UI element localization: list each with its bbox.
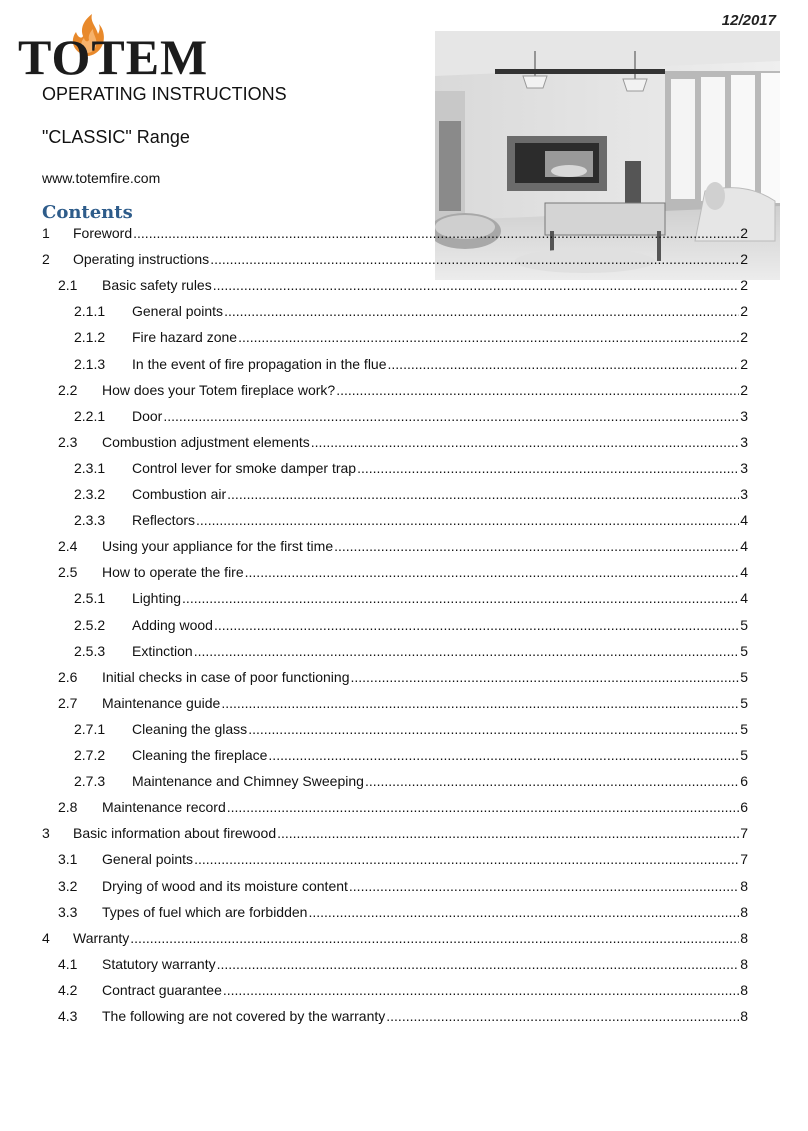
toc-entry-title: In the event of fire propagation in the flue [132, 355, 387, 372]
toc-entry-page: 3 [740, 407, 748, 424]
toc-dot-leader [130, 928, 739, 948]
toc-entry-title: Initial checks in case of poor functioning [102, 668, 350, 685]
toc-entry[interactable] [42, 615, 748, 635]
toc-dot-leader [194, 641, 740, 661]
toc-entry-title: Door [132, 407, 163, 424]
toc-entry[interactable] [42, 667, 748, 687]
toc-entry-page: 7 [740, 851, 748, 868]
totem-logo [18, 12, 209, 85]
toc-entry[interactable] [42, 275, 748, 295]
toc-dot-leader [277, 823, 739, 843]
toc-entry-title: Fire hazard zone [132, 329, 238, 346]
toc-entry-page: 5 [740, 642, 748, 659]
toc-entry-page: 5 [740, 720, 748, 737]
toc-entry-page: 4 [740, 590, 748, 607]
toc-entry[interactable] [42, 380, 748, 400]
toc-dot-leader [311, 432, 739, 452]
toc-entry-title: Control lever for smoke damper trap [132, 459, 357, 476]
toc-entry-page: 4 [740, 512, 748, 529]
toc-entry-page: 2 [740, 277, 748, 294]
toc-entry[interactable] [42, 745, 748, 765]
toc-entry[interactable] [42, 588, 748, 608]
toc-dot-leader [334, 536, 739, 556]
toc-entry[interactable] [42, 536, 748, 556]
toc-entry-page: 2 [740, 381, 748, 398]
toc-entry-page: 5 [740, 668, 748, 685]
toc-dot-leader [227, 484, 739, 504]
toc-entry-title: Maintenance record [102, 799, 226, 816]
toc-dot-leader [365, 771, 739, 791]
toc-entry-title: Reflectors [132, 512, 196, 529]
toc-entry-page: 7 [740, 825, 748, 842]
toc-entry[interactable] [42, 354, 748, 374]
toc-entry-page: 5 [740, 616, 748, 633]
toc-entry-number: 3.3 [58, 903, 78, 920]
toc-entry[interactable] [42, 823, 748, 843]
toc-dot-leader [224, 301, 739, 321]
toc-dot-leader [227, 797, 739, 817]
toc-entry-title: Statutory warranty [102, 955, 216, 972]
toc-entry-number: 3.1 [58, 851, 78, 868]
toc-dot-leader [388, 354, 740, 374]
toc-entry-number: 2.1.2 [74, 329, 106, 346]
toc-entry[interactable] [42, 849, 748, 869]
toc-entry-title: How does your Totem fireplace work? [102, 381, 336, 398]
toc-entry-title: The following are not covered by the warranty [102, 1008, 386, 1024]
toc-entry-page: 4 [740, 564, 748, 581]
toc-entry-page: 8 [740, 903, 748, 920]
toc-entry-title: Adding wood [132, 616, 213, 633]
toc-entry-page: 5 [740, 747, 748, 763]
toc-dot-leader [214, 615, 739, 635]
toc-entry[interactable] [42, 771, 748, 791]
toc-entry[interactable] [42, 719, 748, 739]
toc-entry[interactable] [42, 980, 748, 1000]
toc-entry[interactable] [42, 954, 748, 974]
toc-entry-page: 2 [740, 355, 748, 372]
document-date: 12/2017 [721, 12, 776, 29]
toc-entry[interactable] [42, 797, 748, 817]
toc-entry[interactable] [42, 693, 748, 713]
toc-entry-title: Warranty [73, 929, 130, 946]
toc-entry-number: 2.7.2 [74, 747, 106, 763]
contents-heading: Contents [42, 202, 133, 223]
toc-entry[interactable] [42, 876, 748, 896]
logo-wordmark: TOTEM [18, 29, 209, 85]
toc-entry-number: 2.2 [58, 381, 78, 398]
toc-entry-number: 2.7 [58, 694, 78, 711]
toc-entry-title: Cleaning the fireplace [132, 747, 268, 763]
toc-dot-leader [221, 693, 739, 713]
toc-entry-number: 2.3 [58, 433, 78, 450]
toc-entry-number: 2 [42, 251, 50, 268]
toc-entry-number: 2.2.1 [74, 407, 106, 424]
toc-entry-number: 2.5 [58, 564, 78, 581]
toc-entry[interactable] [42, 902, 748, 922]
toc-entry-title: Cleaning the glass [132, 720, 248, 737]
toc-dot-leader [386, 1006, 739, 1026]
toc-entry-number: 3 [42, 825, 50, 842]
toc-dot-leader [223, 980, 739, 1000]
toc-entry-title: Types of fuel which are forbidden [102, 903, 308, 920]
toc-entry-page: 8 [740, 877, 748, 894]
toc-entry-number: 4.2 [58, 981, 78, 998]
toc-dot-leader [194, 849, 739, 869]
toc-dot-leader [350, 667, 739, 687]
toc-dot-leader [308, 902, 739, 922]
toc-dot-leader [213, 275, 739, 295]
toc-entry-title: Operating instructions [73, 251, 210, 268]
toc-entry[interactable] [42, 327, 748, 347]
toc-entry-number: 2.3.2 [74, 486, 106, 502]
toc-dot-leader [349, 876, 739, 896]
toc-entry[interactable] [42, 406, 748, 426]
toc-entry-title: Maintenance and Chimney Sweeping [132, 773, 364, 790]
toc-entry-title: Combustion adjustment elements [102, 433, 310, 450]
toc-entry[interactable] [42, 301, 748, 321]
toc-entry-page: 2 [740, 303, 748, 320]
toc-entry-title: Combustion air [132, 486, 227, 502]
toc-entry-page: 3 [740, 486, 748, 502]
toc-entry-title: How to operate the fire [102, 564, 244, 581]
toc-entry-number: 2.7.1 [74, 720, 106, 737]
toc-entry-page: 8 [740, 981, 748, 998]
toc-entry-page: 4 [740, 538, 748, 555]
toc-entry-number: 2.1 [58, 277, 78, 294]
toc-entry[interactable] [42, 484, 748, 504]
website-link[interactable]: www.totemfire.com [42, 170, 161, 186]
toc-entry[interactable] [42, 1006, 748, 1026]
toc-dot-leader [238, 327, 739, 347]
toc-entry-number: 4.1 [58, 955, 78, 972]
toc-entry[interactable] [42, 223, 748, 243]
toc-entry-title: General points [132, 303, 224, 320]
toc-entry-number: 2.4 [58, 538, 78, 555]
toc-entry-number: 2.5.3 [74, 642, 106, 659]
toc-entry-title: Maintenance guide [102, 694, 221, 711]
toc-entry-title: Lighting [132, 590, 182, 607]
toc-entry[interactable] [42, 458, 748, 478]
toc-entry-title: Contract guarantee [102, 981, 222, 998]
toc-entry-number: 2.7.3 [74, 773, 106, 790]
toc-entry-number: 2.5.1 [74, 590, 106, 607]
toc-entry[interactable] [42, 249, 748, 269]
toc-dot-leader [196, 510, 739, 530]
toc-entry-number: 2.8 [58, 799, 78, 816]
toc-dot-leader [210, 249, 739, 269]
toc-entry-number: 2.3.1 [74, 459, 106, 476]
toc-entry[interactable] [42, 432, 748, 452]
toc-dot-leader [217, 954, 740, 974]
toc-entry-page: 3 [740, 459, 748, 476]
toc-entry-page: 3 [740, 433, 748, 450]
toc-entry-number: 1 [42, 225, 50, 241]
toc-entry-title: Using your appliance for the first time [102, 538, 334, 555]
toc-entry[interactable] [42, 641, 748, 661]
toc-entry[interactable] [42, 562, 748, 582]
toc-entry-number: 2.6 [58, 668, 78, 685]
toc-entry-page: 2 [740, 225, 748, 241]
toc-entry-number: 3.2 [58, 877, 78, 894]
toc-dot-leader [245, 562, 740, 582]
document-title: OPERATING INSTRUCTIONS [42, 84, 287, 104]
toc-entry-page: 8 [740, 955, 748, 972]
toc-entry-title: Foreword [73, 225, 133, 241]
toc-entry-page: 5 [740, 694, 748, 711]
toc-entry-number: 2.1.3 [74, 355, 106, 372]
toc-dot-leader [133, 223, 739, 243]
toc-dot-leader [182, 588, 739, 608]
toc-dot-leader [248, 719, 739, 739]
toc-entry-page: 2 [740, 329, 748, 346]
toc-entry[interactable] [42, 510, 748, 530]
toc-dot-leader [163, 406, 739, 426]
toc-entry-page: 6 [740, 799, 748, 816]
toc-entry-number: 2.3.3 [74, 512, 106, 529]
toc-entry-page: 8 [740, 929, 748, 946]
toc-entry-page: 8 [740, 1008, 748, 1024]
toc-dot-leader [268, 745, 739, 765]
toc-entry-title: Basic information about firewood [73, 825, 277, 842]
toc-entry-number: 2.1.1 [74, 303, 106, 320]
range-subtitle: "CLASSIC" Range [42, 127, 190, 147]
toc-entry[interactable] [42, 928, 748, 948]
toc-entry-page: 6 [740, 773, 748, 790]
toc-entry-page: 2 [740, 251, 748, 268]
toc-entry-title: Basic safety rules [102, 277, 212, 294]
toc-dot-leader [336, 380, 739, 400]
toc-entry-number: 4 [42, 929, 50, 946]
toc-entry-title: Extinction [132, 642, 193, 659]
toc-entry-title: General points [102, 851, 194, 868]
toc-entry-number: 4.3 [58, 1008, 78, 1024]
toc-entry-title: Drying of wood and its moisture content [102, 877, 348, 894]
toc-dot-leader [357, 458, 739, 478]
toc-entry-number: 2.5.2 [74, 616, 106, 633]
